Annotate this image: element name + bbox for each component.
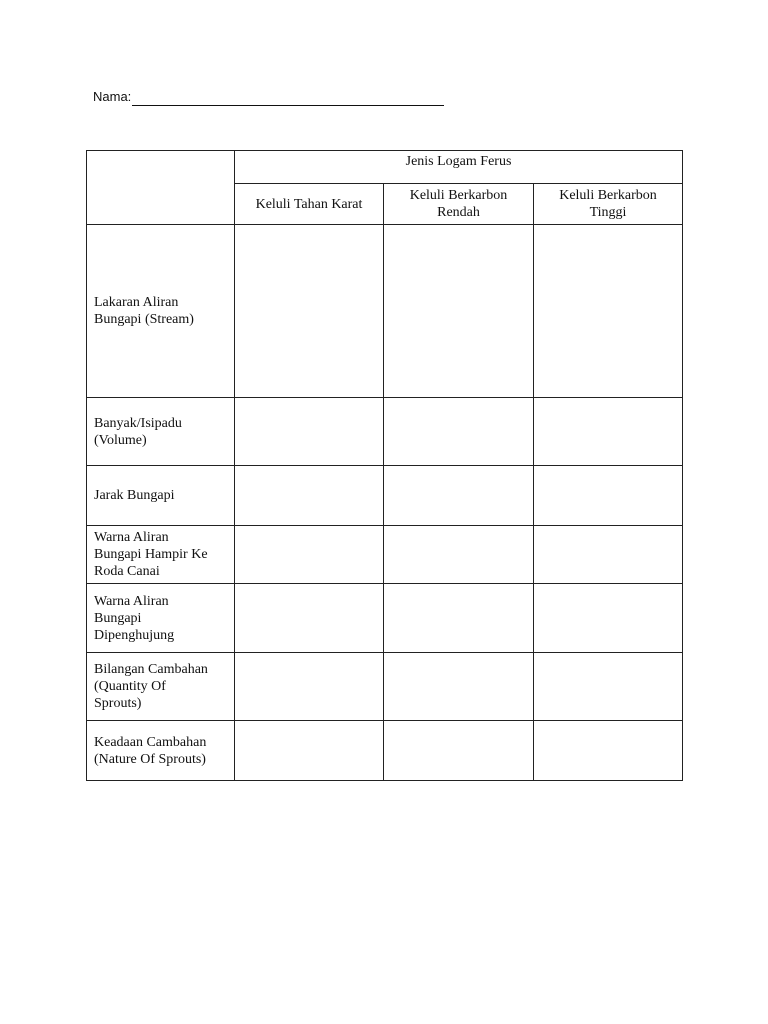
table-row — [87, 466, 683, 526]
corner-cell — [87, 151, 235, 225]
observation-table — [86, 150, 683, 781]
row-label-sprout-nature: Keadaan Cambahan (Nature Of Sprouts) — [87, 721, 235, 781]
table-row — [87, 721, 683, 781]
row-label-color-at-end: Warna Aliran Bungapi Dipenghujung — [87, 584, 235, 653]
row-label-spark-distance: Jarak Bungapi — [87, 466, 235, 526]
column-header-low-carbon: Keluli Berkarbon Rendah — [384, 184, 534, 225]
row-label-color-near-wheel: Warna Aliran Bungapi Hampir Ke Roda Canai — [87, 526, 235, 584]
answer-cell[interactable] — [235, 526, 384, 584]
answer-cell[interactable] — [384, 225, 534, 398]
row-label-sprout-quantity: Bilangan Cambahan (Quantity Of Sprouts) — [87, 653, 235, 721]
name-field[interactable] — [132, 91, 444, 106]
group-header: Jenis Logam Ferus — [235, 151, 683, 184]
answer-cell[interactable] — [534, 584, 683, 653]
row-label-volume: Banyak/Isipadu (Volume) — [87, 398, 235, 466]
answer-cell[interactable] — [384, 398, 534, 466]
header-row-group — [87, 151, 683, 184]
answer-cell[interactable] — [534, 721, 683, 781]
answer-cell[interactable] — [534, 225, 683, 398]
answer-cell[interactable] — [235, 398, 384, 466]
row-label-stream-sketch: Lakaran Aliran Bungapi (Stream) — [87, 225, 235, 398]
column-header-stainless: Keluli Tahan Karat — [235, 184, 384, 225]
answer-cell[interactable] — [534, 398, 683, 466]
answer-cell[interactable] — [534, 526, 683, 584]
column-header-high-carbon: Keluli Berkarbon Tinggi — [534, 184, 683, 225]
answer-cell[interactable] — [235, 225, 384, 398]
answer-cell[interactable] — [235, 584, 384, 653]
answer-cell[interactable] — [384, 584, 534, 653]
table-row — [87, 584, 683, 653]
answer-cell[interactable] — [235, 466, 384, 526]
table-row — [87, 398, 683, 466]
answer-cell[interactable] — [384, 653, 534, 721]
answer-cell[interactable] — [235, 653, 384, 721]
answer-cell[interactable] — [384, 526, 534, 584]
answer-cell[interactable] — [384, 466, 534, 526]
answer-cell[interactable] — [534, 466, 683, 526]
answer-cell[interactable] — [235, 721, 384, 781]
answer-cell[interactable] — [534, 653, 683, 721]
table-row — [87, 653, 683, 721]
table-row — [87, 225, 683, 398]
table-row — [87, 526, 683, 584]
answer-cell[interactable] — [384, 721, 534, 781]
name-label: Nama: — [93, 89, 132, 104]
name-line — [93, 88, 444, 106]
